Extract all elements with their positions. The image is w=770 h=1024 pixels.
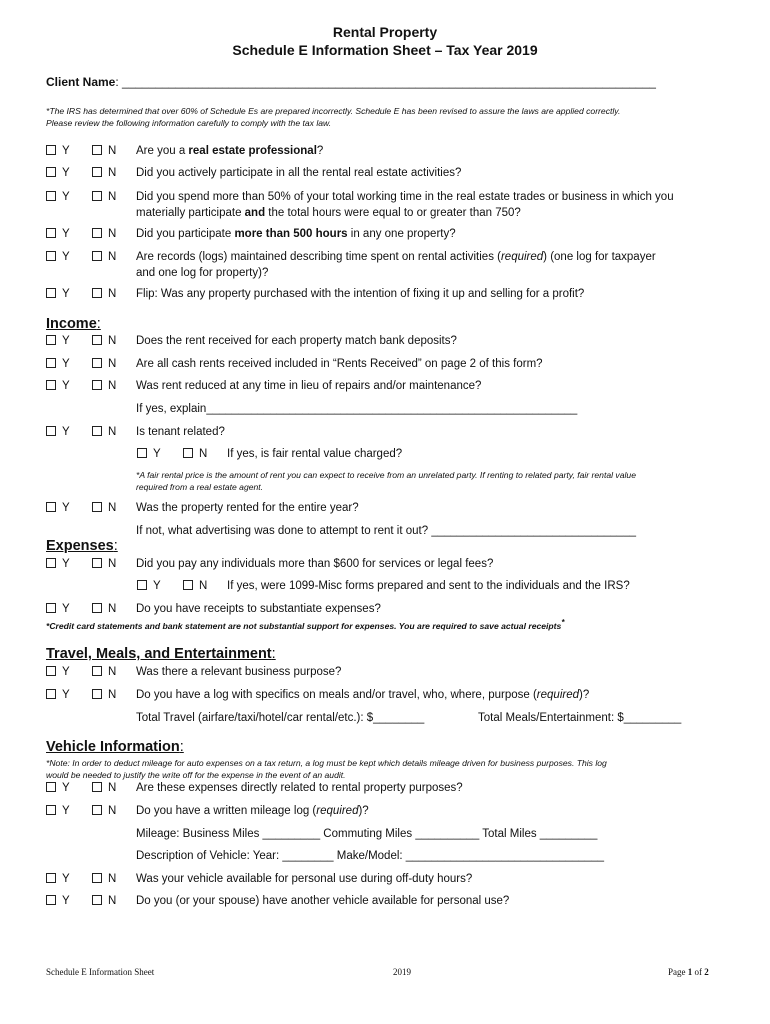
checkbox-yes[interactable]: Y xyxy=(46,804,70,818)
section-heading-expenses: Expenses: xyxy=(46,538,118,554)
checkbox-icon[interactable] xyxy=(92,358,102,368)
checkbox-yes[interactable]: Y xyxy=(46,144,70,158)
checkbox-yes[interactable]: Y xyxy=(46,872,70,886)
checkbox-yes[interactable]: Y xyxy=(46,665,70,679)
total-travel-field[interactable]: Total Travel (airfare/taxi/hotel/car rental/etc.): $________ xyxy=(136,712,425,724)
form-subtitle: Schedule E Information Sheet – Tax Year 2019 xyxy=(232,42,538,58)
checkbox-yes[interactable]: Y xyxy=(46,894,70,908)
checkbox-no[interactable]: N xyxy=(92,665,116,679)
explain-field[interactable]: If yes, explain__________________________________________________________ xyxy=(136,403,578,415)
checkbox-yes[interactable]: Y xyxy=(46,287,70,301)
question-working-time: Did you spend more than 50% of your total working time in the real estate trades or business in which you materially participate and the total hours were equal to or greater than 750? xyxy=(136,191,674,219)
question-rental-purposes: Are these expenses directly related to rental property purposes? xyxy=(136,782,463,794)
client-name-field[interactable]: : ________________________________________________________________________________ xyxy=(115,75,656,89)
irs-note-line-2: Please review the following information carefully to comply with the tax law. xyxy=(46,118,332,128)
question-records-logs: Are records (logs) maintained describing time spent on rental activities (required) (one log for taxpayer and one log for property)? xyxy=(136,251,656,279)
checkbox-icon[interactable] xyxy=(92,502,102,512)
question-500-hours: Did you participate more than 500 hours in any one property? xyxy=(136,228,456,240)
checkbox-icon[interactable] xyxy=(46,558,56,568)
question-real-estate-professional: Are you a real estate professional? xyxy=(136,145,324,157)
checkbox-no[interactable]: N xyxy=(183,579,207,593)
checkbox-no[interactable]: N xyxy=(92,557,116,571)
checkbox-no[interactable]: N xyxy=(92,804,116,818)
checkbox-icon[interactable] xyxy=(46,502,56,512)
question-fair-rental-value: If yes, is fair rental value charged? xyxy=(227,448,403,460)
mileage-fields[interactable]: Mileage: Business Miles _________ Commuting Miles __________ Total Miles _________ xyxy=(136,828,598,840)
checkbox-yes[interactable]: Y xyxy=(46,501,70,515)
checkbox-yes[interactable]: Y xyxy=(46,357,70,371)
section-heading-vehicle: Vehicle Information: xyxy=(46,739,184,755)
vehicle-note-line-2: would be needed to justify the write off for the expense in the event of an audit. xyxy=(46,770,346,780)
checkbox-icon[interactable] xyxy=(46,895,56,905)
checkbox-icon[interactable] xyxy=(46,228,56,238)
checkbox-yes[interactable]: Y xyxy=(46,602,70,616)
checkbox-icon[interactable] xyxy=(92,689,102,699)
checkbox-yes[interactable]: Y xyxy=(46,334,70,348)
checkbox-yes[interactable]: Y xyxy=(46,227,70,241)
checkbox-no[interactable]: N xyxy=(92,688,116,702)
question-receipts: Do you have receipts to substantiate expenses? xyxy=(136,603,381,615)
checkbox-no[interactable]: N xyxy=(92,425,116,439)
form-title: Rental Property xyxy=(332,24,438,40)
checkbox-no[interactable]: N xyxy=(92,190,116,204)
checkbox-icon[interactable] xyxy=(92,426,102,436)
checkbox-icon[interactable] xyxy=(92,782,102,792)
question-rent-reduced: Was rent reduced at any time in lieu of repairs and/or maintenance? xyxy=(136,380,482,392)
question-1099-forms: If yes, were 1099-Misc forms prepared and sent to the individuals and the IRS? xyxy=(227,580,630,592)
client-name-row[interactable] xyxy=(46,75,656,89)
footer-year: 2019 xyxy=(393,967,411,977)
checkbox-icon[interactable] xyxy=(46,666,56,676)
checkbox-no[interactable]: N xyxy=(92,357,116,371)
checkbox-icon[interactable] xyxy=(137,580,147,590)
question-paid-over-600: Did you pay any individuals more than $600 for services or legal fees? xyxy=(136,558,494,570)
checkbox-icon[interactable] xyxy=(92,251,102,261)
checkbox-icon[interactable] xyxy=(46,288,56,298)
checkbox-icon[interactable] xyxy=(92,145,102,155)
section-heading-income: Income: xyxy=(46,316,101,332)
checkbox-yes[interactable]: Y xyxy=(46,250,70,264)
footer-page-number: Page 1 of 2 xyxy=(668,967,709,977)
checkbox-icon[interactable] xyxy=(46,358,56,368)
checkbox-icon[interactable] xyxy=(92,288,102,298)
checkbox-icon[interactable] xyxy=(46,380,56,390)
checkbox-no[interactable]: N xyxy=(183,447,207,461)
receipts-note: *Credit card statements and bank statement are not substantial support for expenses. You are required to save actual receipts* xyxy=(46,618,565,631)
checkbox-icon[interactable] xyxy=(92,603,102,613)
checkbox-yes[interactable]: Y xyxy=(46,166,70,180)
section-heading-travel: Travel, Meals, and Entertainment: xyxy=(46,646,276,662)
checkbox-icon[interactable] xyxy=(183,580,193,590)
checkbox-icon[interactable] xyxy=(92,228,102,238)
checkbox-no[interactable]: N xyxy=(92,144,116,158)
question-meals-travel-log: Do you have a log with specifics on meals and/or travel, who, where, purpose (required)? xyxy=(136,689,590,701)
checkbox-icon[interactable] xyxy=(92,805,102,815)
checkbox-no[interactable]: N xyxy=(92,379,116,393)
checkbox-yes[interactable]: Y xyxy=(46,379,70,393)
total-meals-field[interactable]: Total Meals/Entertainment: $_________ xyxy=(478,712,682,724)
checkbox-yes[interactable]: Y xyxy=(46,557,70,571)
checkbox-yes[interactable]: Y xyxy=(46,688,70,702)
checkbox-icon[interactable] xyxy=(183,448,193,458)
question-another-vehicle: Do you (or your spouse) have another vehicle available for personal use? xyxy=(136,895,510,907)
advertising-field[interactable]: If not, what advertising was done to attempt to rent it out? ________________________________ xyxy=(136,525,636,537)
question-rent-match-deposits: Does the rent received for each property match bank deposits? xyxy=(136,335,457,347)
question-flip: Flip: Was any property purchased with the intention of fixing it up and selling for a profit? xyxy=(136,288,585,300)
checkbox-icon[interactable] xyxy=(46,805,56,815)
checkbox-icon[interactable] xyxy=(92,167,102,177)
checkbox-no[interactable]: N xyxy=(92,872,116,886)
checkbox-icon[interactable] xyxy=(137,448,147,458)
checkbox-no[interactable]: N xyxy=(92,894,116,908)
checkbox-icon[interactable] xyxy=(46,603,56,613)
checkbox-no[interactable]: N xyxy=(92,501,116,515)
checkbox-yes[interactable]: Y xyxy=(137,447,161,461)
client-name-label: Client Name xyxy=(46,75,116,89)
checkbox-icon[interactable] xyxy=(46,689,56,699)
question-tenant-related: Is tenant related? xyxy=(136,426,225,438)
checkbox-no[interactable]: N xyxy=(92,250,116,264)
checkbox-icon[interactable] xyxy=(92,380,102,390)
checkbox-icon[interactable] xyxy=(92,191,102,201)
vehicle-note-line-1: *Note: In order to deduct mileage for auto expenses on a tax return, a log must be kept which details mileage driven for business purposes. This log xyxy=(46,758,607,768)
checkbox-no[interactable]: N xyxy=(92,287,116,301)
checkbox-icon[interactable] xyxy=(46,251,56,261)
checkbox-no[interactable]: N xyxy=(92,781,116,795)
fair-rental-note-line-2: required from a real estate agent. xyxy=(136,482,264,492)
checkbox-icon[interactable] xyxy=(92,335,102,345)
irs-note-line-1: *The IRS has determined that over 60% of Schedule Es are prepared incorrectly. Schedule E has been revised to assure the laws are applied correctly. xyxy=(46,106,621,116)
checkbox-yes[interactable]: Y xyxy=(46,781,70,795)
checkbox-icon[interactable] xyxy=(92,558,102,568)
checkbox-no[interactable]: N xyxy=(92,602,116,616)
checkbox-icon[interactable] xyxy=(46,167,56,177)
vehicle-description-fields[interactable]: Description of Vehicle: Year: ________ Make/Model: _______________________________ xyxy=(136,850,605,862)
checkbox-yes[interactable]: Y xyxy=(46,425,70,439)
footer-left: Schedule E Information Sheet xyxy=(46,967,155,977)
question-rented-entire-year: Was the property rented for the entire year? xyxy=(136,502,359,514)
question-personal-use: Was your vehicle available for personal use during off-duty hours? xyxy=(136,873,473,885)
checkbox-icon[interactable] xyxy=(92,666,102,676)
question-business-purpose: Was there a relevant business purpose? xyxy=(136,666,342,678)
checkbox-yes[interactable]: Y xyxy=(137,579,161,593)
checkbox-no[interactable]: N xyxy=(92,334,116,348)
checkbox-icon[interactable] xyxy=(46,873,56,883)
checkbox-icon[interactable] xyxy=(46,145,56,155)
checkbox-icon[interactable] xyxy=(46,782,56,792)
checkbox-no[interactable]: N xyxy=(92,227,116,241)
checkbox-icon[interactable] xyxy=(46,335,56,345)
question-cash-rents-included: Are all cash rents received included in “Rents Received” on page 2 of this form? xyxy=(136,358,543,370)
checkbox-yes[interactable]: Y xyxy=(46,190,70,204)
checkbox-no[interactable]: N xyxy=(92,166,116,180)
checkbox-icon[interactable] xyxy=(46,191,56,201)
fair-rental-note-line-1: *A fair rental price is the amount of rent you can expect to receive from an unrelated party. If renting to related party, fair rental value xyxy=(136,470,636,480)
checkbox-icon[interactable] xyxy=(92,895,102,905)
checkbox-icon[interactable] xyxy=(46,426,56,436)
question-active-participation: Did you actively participate in all the rental real estate activities? xyxy=(136,167,462,179)
question-mileage-log: Do you have a written mileage log (required)? xyxy=(136,805,369,817)
checkbox-icon[interactable] xyxy=(92,873,102,883)
